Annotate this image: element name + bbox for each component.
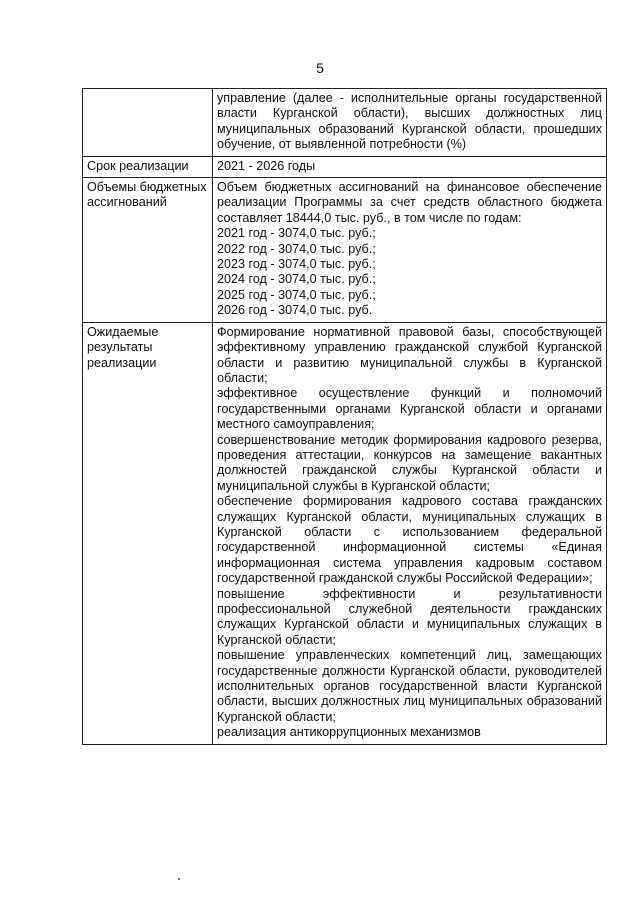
budget-year-line: 2026 год - 3074,0 тыс. руб. <box>217 303 373 318</box>
budget-year-line: 2025 год - 3074,0 тыс. руб.; <box>217 287 376 302</box>
table-row <box>83 89 607 157</box>
budget-intro-text: Объем бюджетных ассигнований на финансовое обеспечение реализации Программы за счет средств областного бюджета составляет 18444,0 тыс. руб., в том числе по годам: <box>217 180 602 225</box>
scan-speck <box>178 878 180 880</box>
row-value-cell <box>213 89 607 157</box>
row-value-text: управление (далее - исполнительные органы государственной власти Курганской области), высших должностных лиц муниципальных образований Курганской области, прошедших обучение, от выявленной потребности (%) <box>217 91 602 152</box>
budget-year-line: 2024 год - 3074,0 тыс. руб.; <box>217 272 376 287</box>
row-value-expected-results <box>213 322 607 744</box>
row-label-budget: Объемы бюджетных ассигнований <box>83 178 213 323</box>
table-row <box>83 178 607 323</box>
expected-result-item: повышение управленческих компетенций лиц, замещающих государственные должности Курганской области, руководителей исполнительных органов государственной власти Курганской области, высших должностных лиц муниципальных образований Курганской области; <box>217 648 602 724</box>
expected-result-item: эффективное осуществление функций и полномочий государственными органами Курганской области и органами местного самоуправления; <box>217 386 602 432</box>
expected-result-item: совершенствование методик формирования кадрового резерва, проведения аттестации, конкурсов на замещение вакантных должностей гражданской службы Курганской области и муниципальной службы в Курганской области; <box>217 432 602 493</box>
row-label-implementation-period: Срок реализации <box>83 156 213 177</box>
budget-year-line: 2022 год - 3074,0 тыс. руб.; <box>217 241 376 256</box>
expected-result-item: Формирование нормативной правовой базы, способствующей эффективному управлению гражданской службой Курганской области и развитию муниципальной службы в Курганской области; <box>217 324 602 385</box>
expected-result-item: обеспечение формирования кадрового состава гражданских служащих Курганской области, муниципальных служащих в Курганской области с использованием федеральной государственной информационной системы «Единая информационная система управления кадровым составом государственной гражданской службы Российской Федерации»; <box>217 494 602 586</box>
row-label-cell <box>83 89 213 157</box>
table-row <box>83 156 607 177</box>
budget-year-line: 2021 год - 3074,0 тыс. руб.; <box>217 226 376 241</box>
table-row <box>83 322 607 744</box>
program-passport-table <box>82 88 607 745</box>
row-label-expected-results: Ожидаемые результаты реализации <box>83 322 213 744</box>
expected-result-item: реализация антикоррупционных механизмов <box>217 725 481 740</box>
row-value-budget <box>213 178 607 323</box>
row-value-implementation-period: 2021 - 2026 годы <box>213 156 607 177</box>
expected-result-item: повышение эффективности и результативности профессиональной служебной деятельности гражданских служащих Курганской области и муниципальных служащих в Курганской области; <box>217 586 602 647</box>
budget-year-line: 2023 год - 3074,0 тыс. руб.; <box>217 257 376 272</box>
page-number: 5 <box>316 60 324 76</box>
